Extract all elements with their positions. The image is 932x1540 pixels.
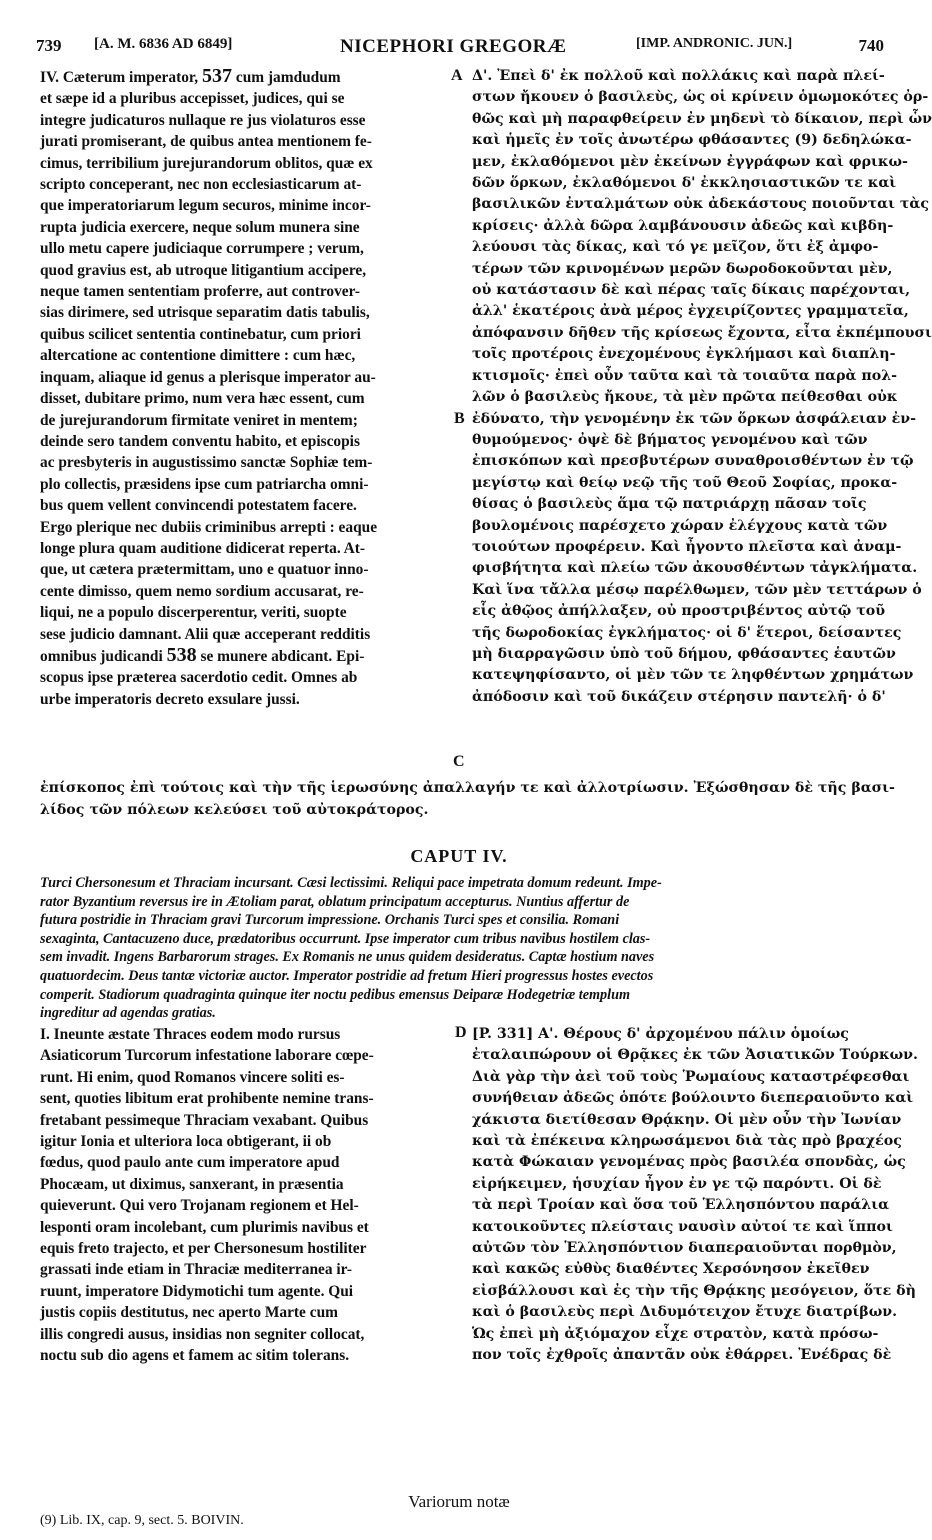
text-line: κρίσεις· ἀλλὰ δῶρα λαμβάνουσιν ἀδεῶς καὶ κιβδη- [472,217,894,234]
right-page-number: 740 [858,36,884,55]
text-line: ἀλλ' ἑκατέροις ἀνὰ μέρος ἐγχειρίζοντες γραμματεῖα, [472,303,909,320]
text-line: μεν, ἐκλαθόμενοι μὲν ἐκείνων ἐγγράφων καὶ φρικω- [472,153,908,170]
text-line: runt. Hi enim, quod Romanos vincere soliti es- [40,1068,345,1086]
text-line: στων ἤκουεν ὁ βασιλεὺς, ὡς οἱ κρίνειν ὁμωμοκότες ὀρ- [472,89,929,106]
text-line: fretabant pessimeque Thraciam vexabant. Quibus [40,1111,369,1129]
text-line: neque tamen sententiam proferre, aut controver- [40,283,361,301]
running-title: NICEPHORI GREGORÆ [340,36,567,57]
text-line: rator Byzantium reversus ire in Ætoliam parat, oblatum principatum accepturus. Nuntius affertur de [40,893,630,910]
margin-letter-d: D [455,1024,467,1041]
running-header [36,36,884,60]
text-line: χάκιστα διετίθεσαν Θρᾴκην. Οἱ μὲν οὖν τὴν Ἰωνίαν [472,1111,902,1128]
text-line: τῆς δωροδοκίας ἐγκλήματος· οἱ δ' ἕτεροι, δείσαντες [472,624,902,641]
year-range: [A. M. 6836 AD 6849] [94,36,233,52]
text-line: Καὶ ἵνα τἄλλα μέσῳ παρέλθωμεν, τῶν μὲν τεττάρων ὁ [472,581,922,598]
text-line: quieverunt. Qui vero Trojanam regionem et Hel- [40,1197,359,1215]
text-line: Phocæam, ut diximus, sanxerant, in præsentia [40,1175,344,1193]
text-segment: IV. Cæterum imperator, [40,69,203,86]
footnote: (9) Lib. IX, cap. 9, sect. 5. BOIVIN. [40,1513,244,1528]
text-line: ingreditur ad agendas gratias. [40,1005,216,1022]
text-line: ἀπόφανσιν δῆθεν τῆς κρίσεως ἔχοντα, εἶτα ἐκπέμπουσι [472,324,932,341]
text-line: [P. 331] Α'. Θέρους δ' ἀρχομένου πάλιν ὁμοίως [472,1026,849,1042]
notes-heading: Variorum notæ [408,1492,510,1511]
text-line: illis congredi ausus, insidias non segniter collocat, [40,1325,365,1343]
text-line: altercatione ac contentione dimittere : cum hæc, [40,347,356,365]
left-page-number: 739 [36,36,62,55]
text-line: scopus ipse præterea sacerdotio cedit. Omnes ab [40,669,358,687]
text-line: εἰσβάλλουσι καὶ ἐς τὴν τῆς Θρᾴκης μεσόγειον, ὅτε δὴ [472,1282,916,1299]
text-line: lesponti oram incolebant, cum plurimis navibus et [40,1218,369,1236]
text-line: rupta judicia exercere, neque solum munera sine [40,218,360,236]
text-line: Asiaticorum Turcorum infestatione laborare cœpe- [40,1047,374,1065]
text-line [40,645,450,667]
text-line: jurati promiserant, de quibus antea mentionem fe- [40,133,372,151]
chapter-heading: CAPUT IV. [410,846,508,866]
text-line: quod gravius est, ab utroque litigantium accipere, [40,261,367,279]
text-line: plo collectis, præsidens ipse cum patriarcha omni- [40,475,369,493]
text-line: ἐταλαιπώρουν οἱ Θρᾷκες ἐκ τῶν Ἀσιατικῶν Τούρκων. [472,1047,918,1064]
text-line: καὶ ἡμεῖς ἐν τοῖς ἀνωτέρω φθάσαντες (9) δεδηλώκα- [472,132,912,149]
text-line: μὴ διαρραγῶσιν ὑπὸ τοῦ δήμου, φθάσαντες ἑαυτῶν [472,645,896,662]
marginal-number: 537 [202,65,233,87]
text-line: de jurejurandorum firmitate veniret in mentem; [40,411,358,429]
margin-letter-c: C [453,753,465,770]
text-line: συνήθειαν ἀδεῶς ὁπότε βούλοιντο διεπεραιοῦντο καὶ [472,1090,914,1107]
text-line: scripto conceperant, nec non ecclesiasticarum at- [40,176,362,194]
text-line: sias dirimere, sed utrisque separatim datis tabulis, [40,304,370,322]
text-line: φισβήτητα καὶ πλείω τῶν ἀκουσθέντων τἀγκλήματα. [472,560,918,577]
chapter-summary [40,874,885,1023]
text-line: I. Ineunte æstate Thraces eodem modo rursus [40,1026,341,1043]
text-line: αὐτῶν τὸν Ἑλλησπόντιον διαπεραιοῦνται πορθμὸν, [472,1240,897,1257]
text-line: ἐδύνατο, τὴν γενομένην ἐκ τῶν ὅρκων ἀσφάλειαν ἐν- [472,410,916,427]
text-line: εἰρήκειμεν, ἡσυχίαν ἦγον ἐν γε τῷ παρόντι. Οἱ δὲ [472,1175,882,1192]
text-line: οὐ κατάστασιν δὲ καὶ πέρας ταῖς δίκαις παρέχονται, [472,282,911,299]
text-line: τέρων τῶν κρινομένων μερῶν δωροδοκοῦνται μὲν, [472,260,893,277]
text-line: Δ'. Ἐπεὶ δ' ἐκ πολλοῦ καὶ πολλάκις καὶ παρὰ πλεί- [472,68,885,84]
text-line: inquam, aliaque id genus a plerisque imperator au- [40,368,376,386]
text-line: bus quem vellent convincendi potestatem facere. [40,497,357,515]
text-line: que imperatoriarum legum securos, minime incor- [40,197,371,215]
text-line: θίσας ὁ βασιλεὺς ἅμα τῷ πατριάρχῃ πᾶσαν τοῖς [472,496,867,513]
text-segment: se munere abdicant. Epi- [196,647,365,665]
text-line: integre judicaturos nullaque re jus violaturos esse [40,111,366,129]
text-line: ἀπόδοσιν καὶ τοῦ δικάζειν στέρησιν παντελῆ· ὁ δ' [472,688,886,705]
text-line: deinde sero tandem conventu habito, et episcopis [40,432,360,450]
text-line: sem invadit. Ingens Barbarorum strages. Ex Romanis ne unus quidem desideratus. Captæ hostium naves [40,949,655,966]
text-line: μεγίστῳ καὶ θείῳ νεῷ τῆς τοῦ Θεοῦ Σοφίας, προκα- [472,474,898,491]
text-line: quatuordecim. Deus tantæ victoriæ auctor. Imperator postridie ad fretum Hieri progressus hostes evectos [40,967,654,984]
text-segment: omnibus judicandi [40,647,167,665]
text-line: urbe imperatoris decreto exsulare jussi. [40,690,300,708]
text-line: κατοικοῦντες πλείσταις ναυσὶν αὐτοί τε καὶ ἵπποι [472,1218,893,1235]
text-line: ἐπισκόπων καὶ πρεσβυτέρων συναθροισθέντων ἐν τῷ [472,453,914,470]
text-line: quibus scilicet sententia continebatur, cum priori [40,325,361,343]
text-line: κατὰ Φώκαιαν γενομένας πρὸς βασιλέα σπονδὰς, ὡς [472,1154,906,1171]
text-line: cimus, terribilium jurejurandorum oblitos, quæ ex [40,154,373,172]
text-line: Ergo plerique nec dubiis criminibus arrepti : eaque [40,518,378,536]
text-line: θῶς καὶ μὴ παραφθείρειν ἐν μηδενὶ τὸ δίκαιον, περὶ ὧν [472,110,932,127]
text-line: δῶν ὅρκων, ἐκλαθόμενοι δ' ἐκκλησιαστικῶν τε καὶ [472,175,897,192]
text-line: comperit. Stadiorum quadraginta quinque iter noctu pedibus emensus Deiparæ Hodegetriæ templum [40,986,631,1003]
text-line: καὶ κακῶς εὐθὺς διαθέντες Χερσόνησον ἐκεῖθεν [472,1261,870,1278]
text-line: βουλομένοις παρέσχετο χώραν ἐλέγχους κατὰ τῶν [472,517,888,534]
text-line: sexaginta, Cantacuzeno duce, prædatoribus occurrunt. Ipse imperator cum tribus navibus hostilem clas- [40,930,651,947]
margin-letter-a: A [451,67,463,84]
text-segment: cum jamdudum [232,69,341,86]
text-line: Turci Chersonesum et Thraciam incursant. Cæsi lectissimi. Reliqui pace impetrata domum redeunt. Impe- [40,875,662,891]
text-line: καὶ ὁ βασιλεὺς περὶ Διδυμότειχον ἔτυχε διατρίβων. [472,1304,898,1321]
margin-letter-b: B [454,410,465,427]
text-line: et sæpe id a pluribus accepisset, judices, qui se [40,90,345,108]
text-line: fœdus, quod paulo ante cum imperatore apud [40,1154,340,1172]
text-line: καὶ τὰ ἐπέκεινα κληρωσάμενοι διὰ τὰς πρὸ βραχέος [472,1133,902,1150]
greek-column-section-2 [472,1024,918,1367]
text-line: futura postridie in Thraciam gravi Turcorum impressione. Orchanis Turci spes et consilia. Romani [40,912,620,929]
text-line: τοῖς προτέροις ἐνεχομένους ἐγκλήμασι καὶ διαπλη- [472,346,896,363]
text-line: λεύουσι τὰς δίκας, καὶ τό γε μεῖζον, ὅτι ἐξ ἀμφο- [472,239,879,256]
text-line: que, ut cætera prætermittam, uno e quatuor inno- [40,561,369,579]
text-line: sese judicio damnant. Alii quæ acceperant redditis [40,625,371,643]
text-line: κτισμοῖς· ἐπεὶ οὖν ταῦτα καὶ τὰ τοιαῦτα παρὰ πολ- [472,367,898,384]
text-line: justis copiis destitutus, nec aperto Marte cum [40,1304,338,1322]
text-line: κατεψηφίσαντο, οἱ μὲν τῶν τε ληφθέντων χρημάτων [472,667,914,684]
text-line: longe plura quam auditione didicerat reperta. At- [40,539,366,557]
latin-column-section-1 [40,66,450,710]
text-line [40,66,450,88]
full-width-line: λίδος τῶν πόλεων κελεύσει τοῦ αὐτοκράτορος. [40,802,429,818]
greek-column-section-1 [472,66,932,708]
latin-column-section-2 [40,1024,450,1367]
text-line: θυμούμενος· ὀψὲ δὲ βήματος γενομένου καὶ τῶν [472,431,868,448]
text-line: βασιλικῶν ἐνταλμάτων οὐκ ἀδεκάστους ποιοῦνται τὰς [472,196,929,213]
text-line: grassati inde etiam in Thraciæ mediterranea ir- [40,1261,353,1279]
text-line: εἷς ἀθῷος ἀπήλλαξεν, οὐ προστριβέντος αὐτῷ τοῦ [472,603,886,620]
text-line: ruunt, imperatore Didymotichi tum agente. Qui [40,1282,354,1300]
text-line: τοιούτων προφέρειν. Καὶ ἦγοντο πλεῖστα καὶ ἀναμ- [472,538,902,555]
text-line: λῶν ὁ βασιλεὺς ἤκουε, τὰ μὲν πρῶτα πείθεσθαι οὐκ [472,389,898,406]
text-line: igitur Ionia et ulteriora loca obtigerant, ii ob [40,1133,332,1151]
full-width-line: ἐπίσκοπος ἐπὶ τούτοις καὶ τὴν τῆς ἱερωσύνης ἀπαλλαγήν τε καὶ ἀλλοτρίωσιν. Ἐξώσθησαν δὲ τῆς βασι- [40,780,895,796]
text-line: liqui, ne a populo discerperentur, veriti, suopte [40,604,347,622]
text-line: Ὡς ἐπεὶ μὴ ἀξιόμαχον εἶχε στρατὸν, κατὰ πρόσω- [472,1325,879,1342]
text-line: noctu sub dio agens et famem ac sitim tolerans. [40,1347,350,1365]
marginal-number: 538 [166,643,197,666]
text-line: equis freto trajecto, et per Chersonesum hostiliter [40,1240,367,1258]
text-line: Διὰ γὰρ τὴν ἀεὶ τοῦ τοὺς Ῥωμαίους καταστρέφεσθαι [472,1068,910,1085]
emperor-label: [IMP. ANDRONIC. JUN.] [636,36,793,51]
text-line: sent, quoties libitum erat prohibente nemine trans- [40,1090,374,1108]
text-line: disset, dubitare primo, num vera hæc essent, cum [40,390,365,408]
text-line: πον τοῖς ἐχθροῖς ἀπαντᾶν οὐκ ἐθάρρει. Ἐνέδρας δὲ [472,1347,892,1364]
text-line: ullo metu capere judiciaque corrumpere ; verum, [40,240,364,258]
text-line: τὰ περὶ Τροίαν καὶ ὅσα τοῦ Ἑλλησπόντου παράλια [472,1197,890,1214]
text-line: cente dimisso, quem nemo sordium accusarat, re- [40,582,364,600]
text-line: ac presbyteris in augustissimo sanctæ Sophiæ tem- [40,454,373,472]
